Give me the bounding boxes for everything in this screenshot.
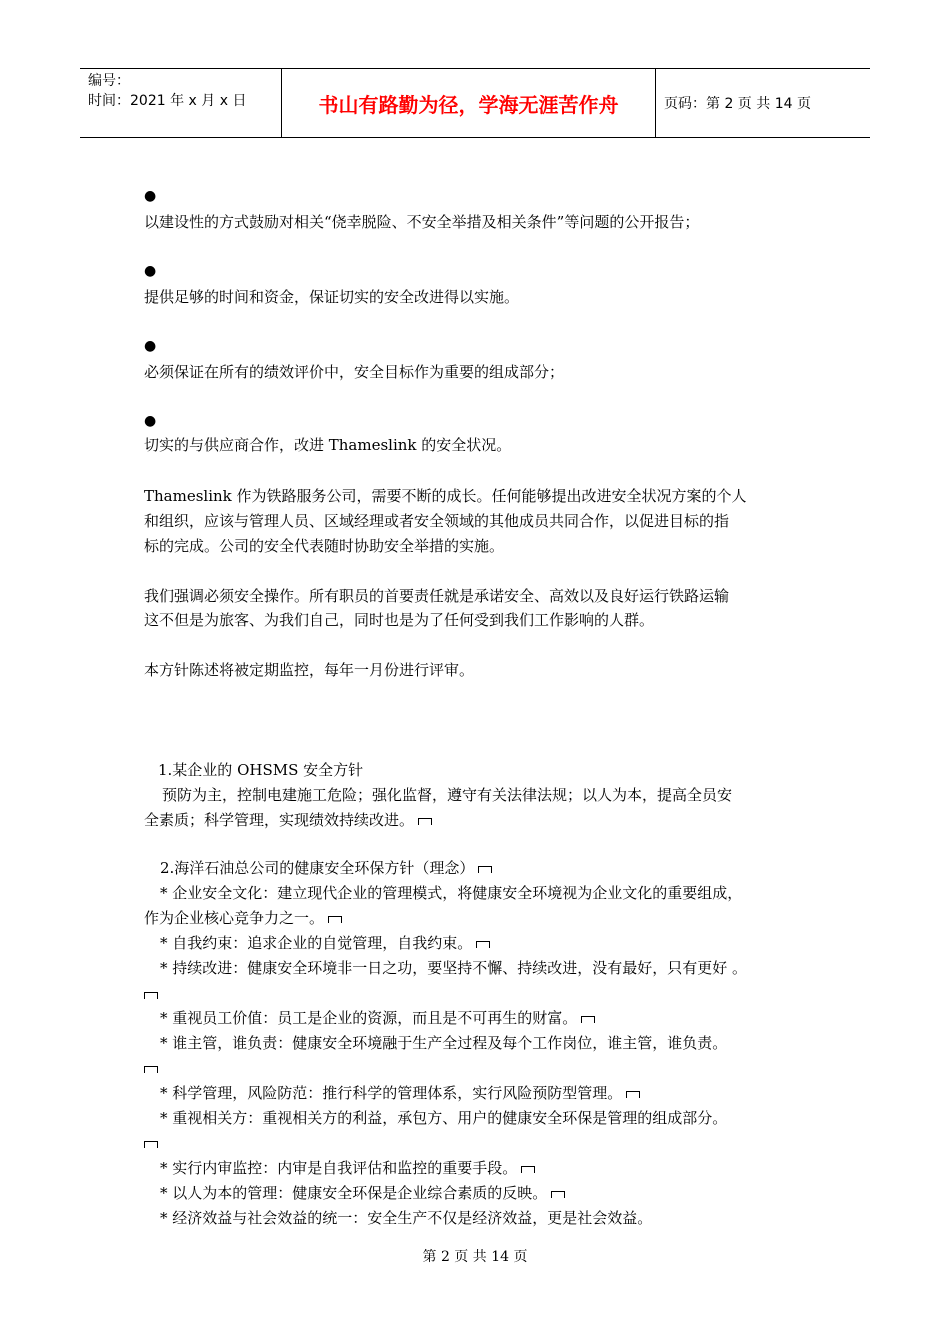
section-line-text: * 实行内审监控：内审是自我评估和监控的重要手段。 [160, 1159, 518, 1177]
section-line: 预防为主，控制电建施工危险；强化监督，遵守有关法律法规；以人为本，提高全员安 [162, 786, 733, 804]
section-line: * 企业安全文化：建立现代企业的管理模式，将健康安全环境视为企业文化的重要组成， [160, 884, 743, 902]
bullet-text: 切实的与供应商合作，改进 Thameslink 的安全状况。 [144, 436, 512, 454]
section-title [160, 858, 492, 878]
section-line-text: * 科学管理，风险防范：推行科学的管理体系，实行风险预防型管理。 [160, 1084, 623, 1102]
bullet-text: 以建设性的方式鼓励对相关“侥幸脱险、不安全举措及相关条件”等问题的公开报告； [144, 213, 700, 231]
paragraph-mark-icon [328, 916, 342, 923]
paragraph-mark-icon [521, 1166, 535, 1173]
section-line: * 谁主管，谁负责：健康安全环境融于生产全过程及每个工作岗位，谁主管，谁负责。 [160, 1034, 728, 1052]
section-line [144, 1058, 158, 1078]
section-line [160, 933, 490, 953]
page-footer: 第 2 页 共 14 页 [422, 1249, 528, 1265]
paragraph-line: 和组织，应该与管理人员、区域经理或者安全领域的其他成员共同合作，以促进目标的指 [144, 512, 730, 530]
paragraph-line: 这不但是为旅客、为我们自己，同时也是为了任何受到我们工作影响的人群。 [144, 611, 655, 629]
section-line: * 重视相关方：重视相关方的利益，承包方、用户的健康安全环保是管理的组成部分。 [160, 1109, 728, 1127]
section-line [160, 1183, 565, 1203]
paragraph-mark-icon [144, 1141, 158, 1148]
paragraph-mark-icon [476, 941, 490, 948]
bullet-icon: ● [144, 188, 157, 204]
header-page-label: 页码：第 2 页 共 14 页 [664, 96, 811, 112]
header-motto: 书山有路勤为径，学海无涯苦作舟 [282, 69, 656, 137]
paragraph-mark-icon [551, 1191, 565, 1198]
section-line-text: * 重视员工价值：员工是企业的资源，而且是不可再生的财富。 [160, 1009, 578, 1027]
section-title: 1.某企业的 OHSMS 安全方针 [158, 761, 364, 779]
section-line [144, 908, 342, 928]
bullet-icon: ● [144, 338, 157, 354]
section-line [144, 810, 432, 830]
paragraph-mark-icon [144, 992, 158, 999]
paragraph-line: Thameslink 作为铁路服务公司，需要不断的成长。任何能够提出改进安全状况方案的个人 [144, 487, 747, 505]
section-line-text: 作为企业核心竞争力之一。 [144, 909, 325, 927]
bullet-icon: ● [144, 413, 157, 429]
section-line [160, 1008, 595, 1028]
paragraph-line: 本方针陈述将被定期监控，每年一月份进行评审。 [144, 661, 475, 679]
section-title-text: 2.海洋石油总公司的健康安全环保方针（理念） [160, 859, 475, 877]
paragraph-mark-icon [581, 1016, 595, 1023]
section-line [160, 1158, 535, 1178]
time-label: 时间：2021 年 x 月 x 日 [88, 93, 247, 109]
paragraph-mark-icon [144, 1066, 158, 1073]
section-line-text: * 自我约束：追求企业的自觉管理，自我约束。 [160, 934, 473, 952]
section-line [144, 1133, 158, 1153]
paragraph-line: 我们强调必须安全操作。所有职员的首要责任就是承诺安全、高效以及良好运行铁路运输 [144, 587, 730, 605]
section-line-text: * 以人为本的管理：健康安全环保是企业综合素质的反映。 [160, 1184, 548, 1202]
number-label: 编号： [88, 73, 130, 89]
bullet-text: 必须保证在所有的绩效评价中，安全目标作为重要的组成部分； [144, 363, 565, 381]
paragraph-mark-icon [626, 1091, 640, 1098]
section-line [144, 984, 158, 1004]
paragraph-mark-icon [478, 866, 492, 873]
bullet-icon: ● [144, 263, 157, 279]
bullet-text: 提供足够的时间和资金，保证切实的安全改进得以实施。 [144, 288, 520, 306]
section-line: * 持续改进：健康安全环境非一日之功，要坚持不懈、持续改进，没有最好，只有更好 。 [160, 959, 748, 977]
paragraph-line: 标的完成。公司的安全代表随时协助安全举措的实施。 [144, 537, 505, 555]
section-line [160, 1083, 640, 1103]
paragraph-mark-icon [418, 818, 432, 825]
section-line: * 经济效益与社会效益的统一：安全生产不仅是经济效益，更是社会效益。 [160, 1209, 653, 1227]
document-header [80, 68, 870, 138]
section-line-text: 全素质；科学管理，实现绩效持续改进。 [144, 811, 415, 829]
header-meta [80, 69, 282, 137]
